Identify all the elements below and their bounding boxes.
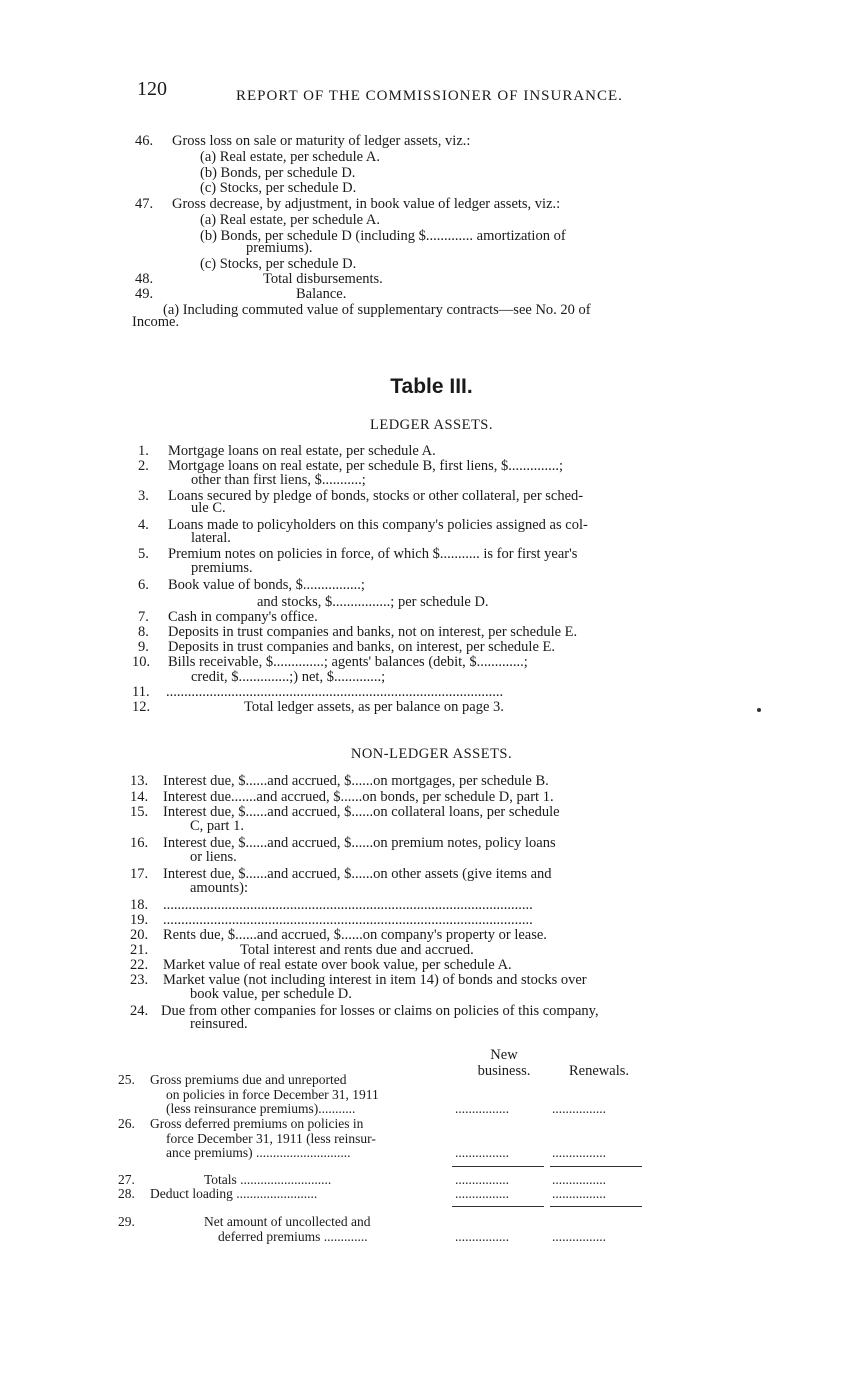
column-header-renewals: Renewals. xyxy=(569,1063,629,1079)
total-rule xyxy=(452,1166,544,1167)
ink-mark xyxy=(757,708,761,712)
table-title: Table III. xyxy=(390,375,473,398)
section-heading-ledger-assets: LEDGER ASSETS. xyxy=(369,417,493,433)
section-heading-non-ledger-assets: NON-LEDGER ASSETS. xyxy=(350,746,513,762)
total-rule xyxy=(452,1206,544,1207)
total-rule xyxy=(550,1206,642,1207)
column-header-new-business: New business. xyxy=(477,1047,531,1079)
running-title: REPORT OF THE COMMISSIONER OF INSURANCE. xyxy=(236,88,623,104)
page-number: 120 xyxy=(137,78,167,100)
total-rule xyxy=(550,1166,642,1167)
